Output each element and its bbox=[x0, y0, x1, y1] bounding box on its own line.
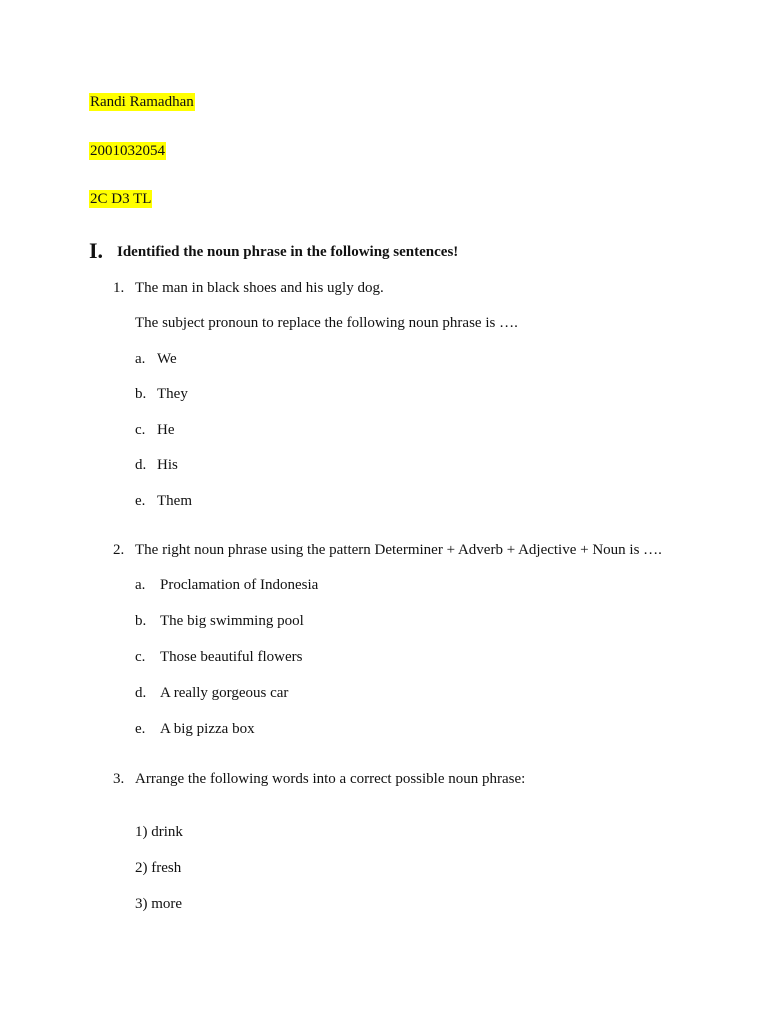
q2-option-b: b. The big swimming pool bbox=[135, 613, 304, 629]
student-name: Randi Ramadhan bbox=[90, 94, 194, 110]
question-3 bbox=[113, 770, 525, 788]
q3-word-2: 2) fresh bbox=[135, 860, 182, 876]
question-2 bbox=[113, 541, 662, 559]
question-1-prompt: The subject pronoun to replace the following noun phrase is …. bbox=[135, 315, 518, 331]
question-2-prompt: The right noun phrase using the pattern Determiner + Adverb + Adjective + Noun is …. bbox=[135, 542, 662, 558]
q3-word-3: 3) more bbox=[135, 896, 183, 912]
question-2-number: 2. bbox=[113, 542, 125, 558]
q2-option-d: d. A really gorgeous car bbox=[135, 685, 289, 701]
q2-option-a: a. Proclamation of Indonesia bbox=[135, 577, 319, 593]
question-3-number: 3. bbox=[113, 771, 125, 787]
q1-option-b: b. They bbox=[135, 386, 188, 402]
q1-option-a: a. We bbox=[135, 351, 177, 367]
q1-option-d: d. His bbox=[135, 457, 178, 473]
question-1-sentence: The man in black shoes and his ugly dog. bbox=[135, 280, 384, 296]
question-1 bbox=[113, 279, 384, 297]
q1-option-c: c. He bbox=[135, 422, 175, 438]
q3-word-1: 1) drink bbox=[135, 824, 183, 840]
question-1-number: 1. bbox=[113, 280, 125, 296]
q2-option-c: c. Those beautiful flowers bbox=[135, 649, 303, 665]
student-class: 2C D3 TL bbox=[90, 191, 152, 207]
section-instruction: Identified the noun phrase in the following sentences! bbox=[117, 244, 459, 260]
question-3-prompt: Arrange the following words into a correct possible noun phrase: bbox=[135, 771, 526, 787]
q2-option-e: e. A big pizza box bbox=[135, 721, 255, 737]
student-id: 2001032054 bbox=[90, 143, 165, 159]
section-numeral: I. bbox=[89, 238, 104, 263]
q1-option-e: e. Them bbox=[135, 493, 192, 509]
